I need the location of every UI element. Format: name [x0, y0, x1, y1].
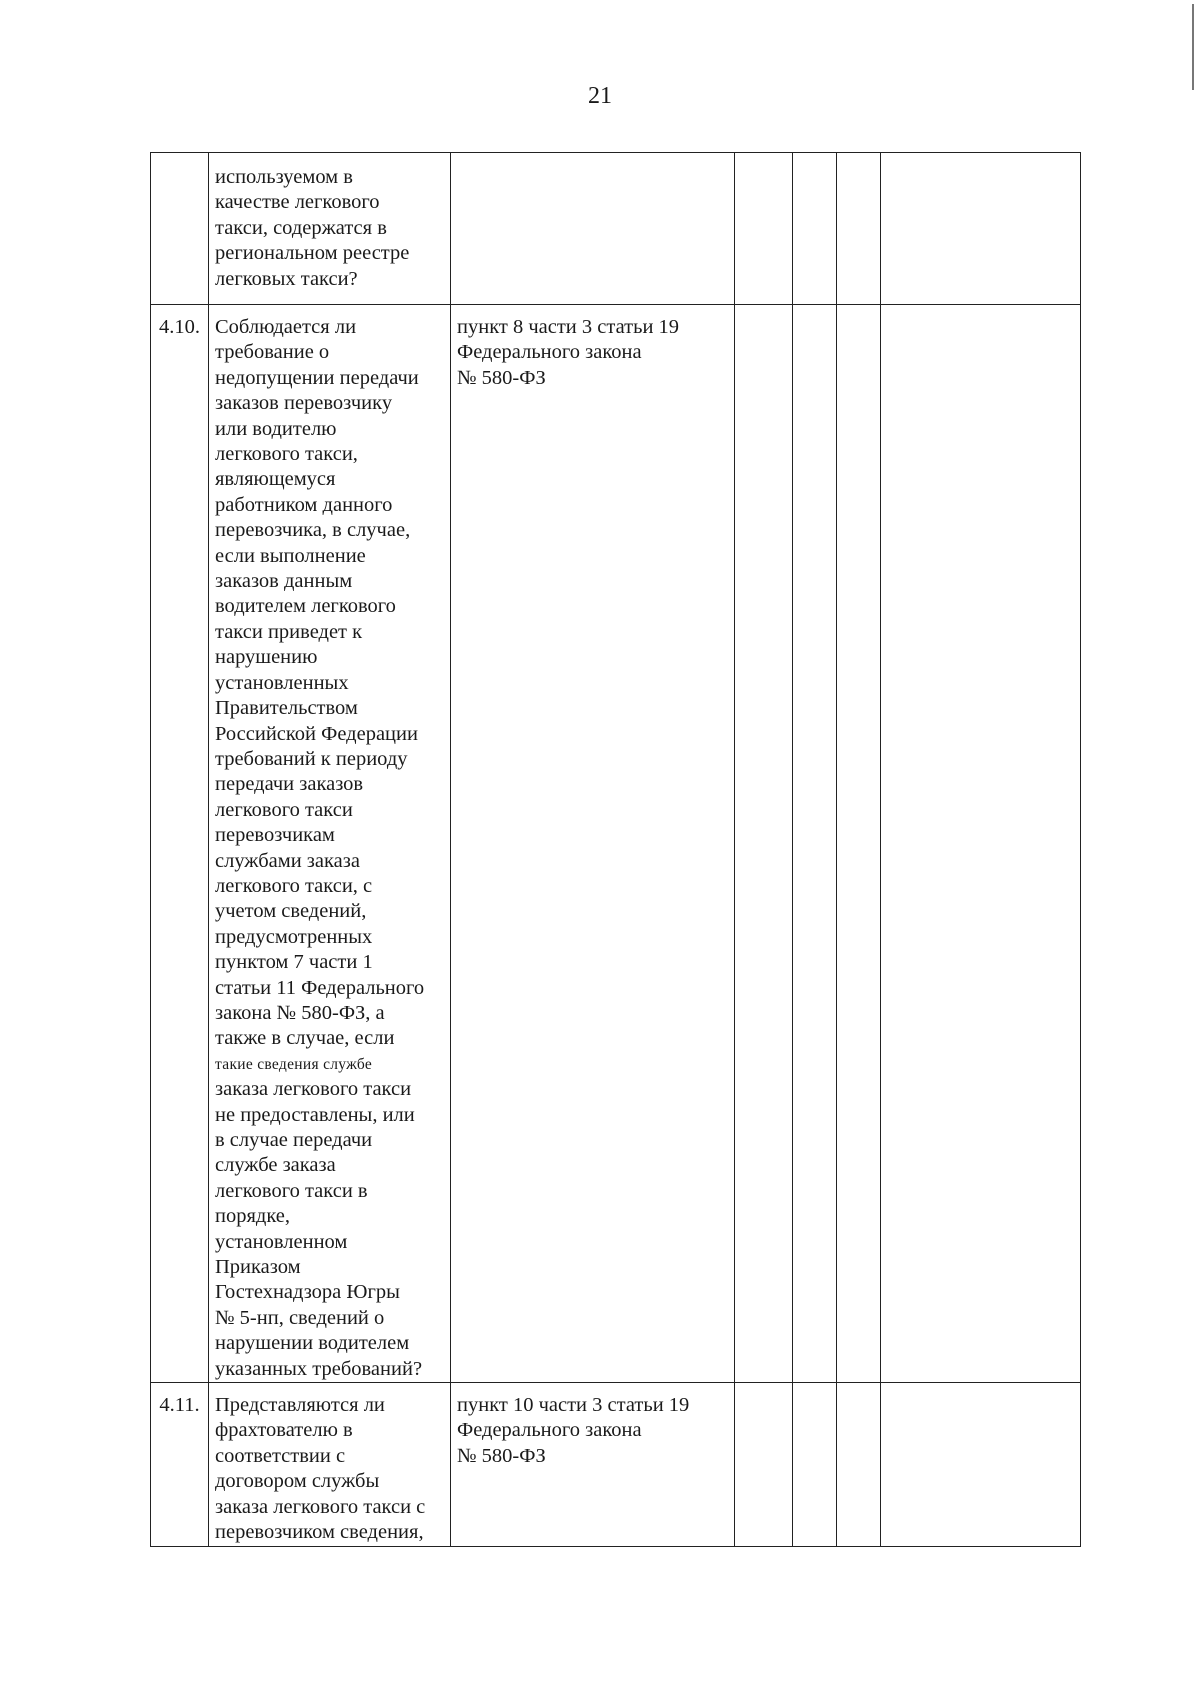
- question-line: также в случае, если: [215, 1027, 395, 1050]
- question-cell: [209, 153, 451, 305]
- question-line: предусмотренных: [215, 925, 373, 948]
- question-line: указанных требований?: [215, 1357, 423, 1380]
- question-line: установленном: [215, 1230, 348, 1253]
- question-cell: [209, 1383, 451, 1546]
- question-line: качестве легкового: [215, 191, 380, 214]
- question-line: являющемуся: [215, 468, 336, 491]
- reference-line: Федерального закона: [457, 1419, 642, 1442]
- answer-na-cell: [837, 305, 881, 1383]
- question-line: используемом в: [215, 166, 353, 188]
- page-number: 21: [588, 83, 612, 109]
- question-line: Приказом: [215, 1256, 301, 1279]
- question-line: Гостехнадзора Югры: [215, 1281, 400, 1304]
- question-line: или водителю: [215, 417, 337, 440]
- question-line: в случае передачи: [215, 1129, 373, 1151]
- reference-cell: [451, 153, 735, 305]
- question-line: передачи заказов: [215, 773, 364, 796]
- question-line: договором службы: [215, 1470, 380, 1493]
- answer-yes-cell: [735, 1383, 793, 1546]
- answer-yes-cell: [735, 305, 793, 1383]
- question-line: закона № 580-ФЗ, а: [215, 1001, 385, 1024]
- question-line: Соблюдается ли: [215, 316, 357, 338]
- question-line: легковых такси?: [215, 267, 358, 290]
- row-number-cell: 4.11.: [151, 1383, 209, 1546]
- question-line: соответствии с: [215, 1444, 346, 1467]
- answer-yes-cell: [735, 153, 793, 305]
- notes-cell: [881, 153, 1081, 305]
- question-line: легкового такси в: [215, 1179, 368, 1202]
- question-line: перевозчикам: [215, 824, 335, 847]
- question-line: требований к периоду: [215, 747, 408, 770]
- question-line: учетом сведений,: [215, 900, 367, 923]
- question-line: заказа легкового такси с: [215, 1495, 426, 1518]
- question-line: нарушению: [215, 646, 318, 669]
- reference-line: Федерального закона: [457, 341, 642, 364]
- answer-na-cell: [837, 1383, 881, 1546]
- question-line: легкового такси,: [215, 443, 358, 466]
- reference-cell: [451, 1383, 735, 1546]
- question-line: службе заказа: [215, 1154, 336, 1177]
- row-number-cell: 4.10.: [151, 305, 209, 1383]
- question-line: требование о: [215, 341, 330, 364]
- table-row: [151, 153, 1081, 305]
- question-line: работником данного: [215, 493, 393, 516]
- question-line: перевозчика, в случае,: [215, 519, 411, 542]
- question-line: нарушении водителем: [215, 1332, 410, 1355]
- question-line: если выполнение: [215, 544, 366, 567]
- question-line: статьи 11 Федерального: [215, 976, 425, 999]
- checklist-table: [150, 152, 1081, 1547]
- question-line: такие сведения службе: [215, 1055, 373, 1073]
- reference-cell: [451, 305, 735, 1383]
- notes-cell: [881, 1383, 1081, 1546]
- question-line: заказов данным: [215, 570, 353, 593]
- notes-cell: [881, 305, 1081, 1383]
- question-cell: [209, 305, 451, 1383]
- row-number-cell: [151, 153, 209, 305]
- question-line: пунктом 7 части 1: [215, 951, 373, 974]
- answer-no-cell: [793, 305, 837, 1383]
- reference-line: пункт 10 части 3 статьи 19: [457, 1394, 690, 1417]
- question-line: Представляются ли: [215, 1394, 385, 1417]
- question-line: Российской Федерации: [215, 722, 418, 745]
- question-line: легкового такси: [215, 798, 353, 821]
- question-line: перевозчиком сведения,: [215, 1521, 424, 1544]
- answer-no-cell: [793, 153, 837, 305]
- question-line: № 5-нп, сведений о: [215, 1306, 385, 1329]
- question-line: фрахтователю в: [215, 1419, 353, 1442]
- table-row: [151, 305, 1081, 1383]
- question-line: заказа легкового такси: [215, 1078, 412, 1101]
- table-row: [151, 1383, 1081, 1546]
- scan-edge-mark: [1192, 4, 1194, 90]
- reference-line: № 580-ФЗ: [457, 366, 546, 389]
- question-line: такси приведет к: [215, 620, 363, 643]
- reference-line: № 580-ФЗ: [457, 1444, 546, 1467]
- question-line: службами заказа: [215, 849, 360, 872]
- question-line: не предоставлены, или: [215, 1103, 415, 1126]
- question-line: порядке,: [215, 1205, 291, 1228]
- question-line: заказов перевозчику: [215, 392, 393, 415]
- question-line: легкового такси, с: [215, 874, 373, 897]
- question-line: недопущении передачи: [215, 366, 419, 389]
- question-line: водителем легкового: [215, 595, 396, 618]
- reference-line: пункт 8 части 3 статьи 19: [457, 316, 680, 338]
- answer-no-cell: [793, 1383, 837, 1546]
- question-line: установленных: [215, 671, 349, 694]
- question-line: такси, содержатся в: [215, 216, 387, 239]
- question-line: Правительством: [215, 697, 358, 720]
- answer-na-cell: [837, 153, 881, 305]
- question-line: региональном реестре: [215, 242, 410, 265]
